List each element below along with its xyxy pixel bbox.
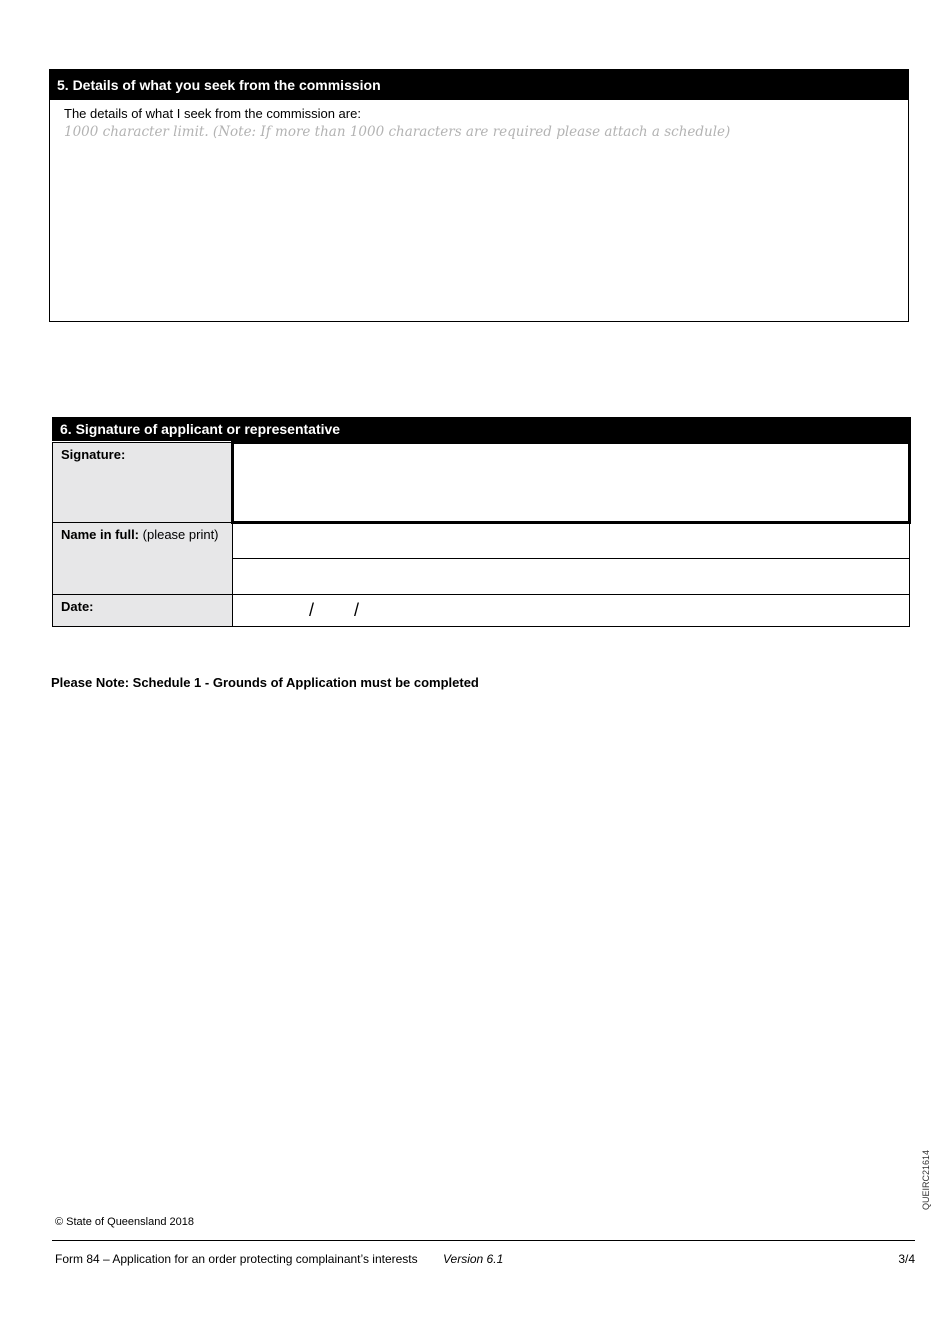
signature-label-cell: [53, 443, 233, 523]
form-version: Version 6.1: [442, 1252, 504, 1266]
name-line-1-cell: [233, 523, 910, 559]
details-label: The details of what I seek from the commission are:: [64, 106, 361, 121]
date-month-input[interactable]: [320, 602, 348, 619]
signature-field[interactable]: [233, 443, 910, 523]
name-hint: (please print): [142, 527, 219, 542]
footer: [55, 1252, 915, 1266]
section-6-signature: [52, 417, 911, 627]
section-6-title: 6. Signature of applicant or representative: [52, 417, 911, 441]
name-label-cell: [53, 523, 233, 595]
signature-label: Signature:: [61, 447, 126, 462]
date-separator-1: /: [309, 600, 315, 620]
date-label-cell: [53, 595, 233, 627]
signature-table: [52, 441, 911, 627]
date-day-input[interactable]: [275, 602, 303, 619]
name-line-1-input[interactable]: [233, 524, 909, 539]
section-5-title: 5. Details of what you seek from the commission: [49, 69, 909, 100]
name-label: Name in full:: [61, 527, 140, 542]
schedule-note: Please Note: Schedule 1 - Grounds of Application must be completed: [51, 675, 479, 690]
date-year-input[interactable]: [365, 602, 393, 619]
name-line-2-input[interactable]: [233, 559, 909, 574]
date-label: Date:: [61, 599, 94, 614]
date-cell: [233, 595, 910, 627]
reference-code: QUEIRC21614: [921, 1149, 931, 1210]
form-title: Form 84 – Application for an order protecting complainant’s interests: [55, 1252, 418, 1266]
copyright: © State of Queensland 2018: [55, 1216, 194, 1228]
section-5-details: [49, 69, 909, 322]
details-textarea[interactable]: [64, 122, 894, 311]
name-line-2-cell: [233, 559, 910, 595]
page-number: 3/4: [898, 1252, 915, 1266]
footer-divider: [52, 1240, 915, 1241]
date-separator-2: /: [354, 600, 360, 620]
